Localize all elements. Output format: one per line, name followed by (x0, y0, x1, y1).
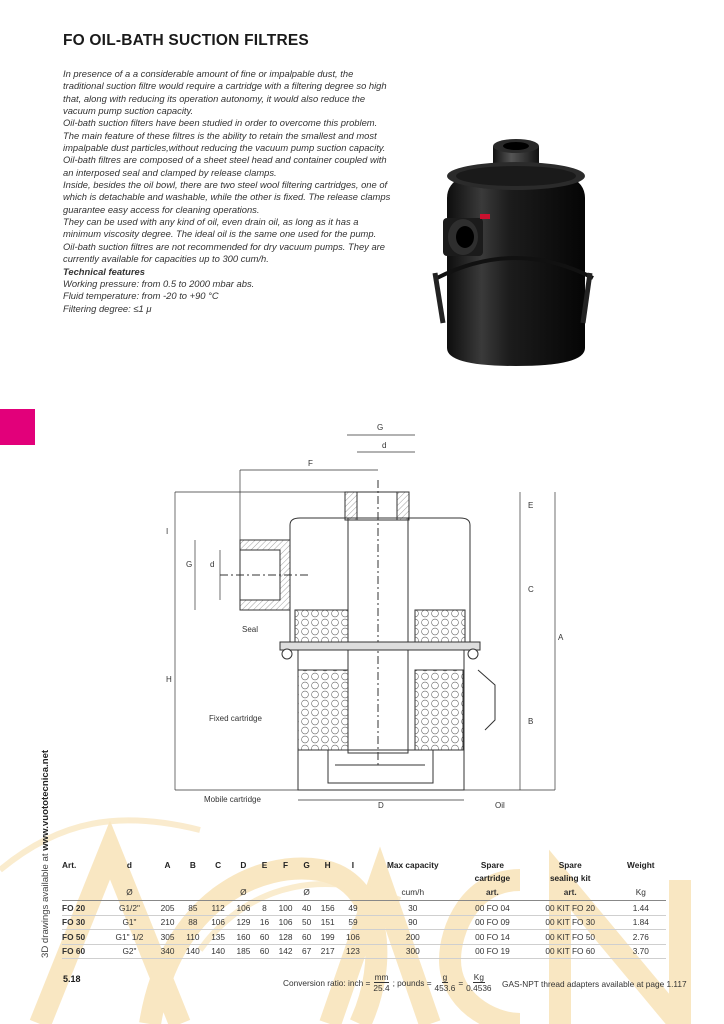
table-cell: 200 (366, 930, 460, 945)
table-row (62, 901, 666, 916)
table-cell: 00 FO 04 (460, 901, 525, 916)
table-cell: 106 (205, 915, 230, 930)
dim-d-bottom: D (378, 801, 384, 810)
tech-line: Working pressure: from 0.5 to 2000 mbar abs. (63, 277, 255, 289)
table-cell: 49 (340, 901, 365, 916)
unit-cell (273, 884, 298, 901)
table-cell: 129 (231, 915, 256, 930)
unit-cell (256, 884, 273, 901)
intro-paragraph: In presence of a a considerable amount of fine or impalpable dust, the traditional suction filtre would require a cartridge with a filtering degree so high that, along with reducing its operation autonomy, it would also reduce the vacuum pump suction capacity. (63, 68, 387, 117)
table-cell: 110 (180, 930, 205, 945)
table-row (62, 915, 666, 930)
table-cell: 40 (298, 901, 315, 916)
unit-cell: Ø (298, 884, 315, 901)
dim-i: I (166, 527, 169, 536)
table-cell: 142 (273, 944, 298, 959)
header-cell: B (189, 859, 196, 870)
fraction-numerator: Kg (473, 972, 484, 982)
header-cell: H (324, 859, 331, 870)
table-cell: 123 (340, 944, 365, 959)
table-cell: 90 (366, 915, 460, 930)
table-cell: 199 (315, 930, 340, 945)
table-cell: 140 (205, 944, 230, 959)
conversion-label: Conversion ratio: inch = (283, 977, 371, 988)
intro-paragraph: Oil-bath suction filters have been studied in order to overcome this problem. (63, 117, 378, 129)
table-cell: 60 (298, 930, 315, 945)
fraction-denominator: 25.4 (373, 983, 390, 993)
table-header-row (62, 858, 666, 871)
table-cell: 67 (298, 944, 315, 959)
header-cell: Weight (627, 859, 655, 870)
tech-line: Filtering degree: ≤1 μ (63, 302, 152, 314)
table-cell: FO 20 (62, 901, 104, 916)
header-cell: d (126, 859, 132, 870)
website-link[interactable]: www.vuototecnica.net (40, 749, 51, 851)
dim-d-top: d (382, 441, 387, 450)
gas-npt-note: GAS-NPT thread adapters available at page 1.117 (502, 979, 687, 989)
page-number: 5.18 (63, 974, 81, 984)
tech-line: Fluid temperature: from -20 to +90 °C (63, 290, 219, 302)
section-tab (0, 409, 35, 445)
table-cell: 00 FO 19 (460, 944, 525, 959)
spec-table (62, 858, 666, 959)
table-cell: 300 (366, 944, 460, 959)
header-cell: F (282, 859, 289, 870)
unit-cell: Ø (104, 884, 155, 901)
conversion-ratio (283, 972, 492, 993)
header-cell: Art. (62, 859, 77, 870)
table-cell: FO 30 (62, 915, 104, 930)
table-cell: 1.44 (616, 901, 666, 916)
table-cell: 2.76 (616, 930, 666, 945)
table-cell: 00 FO 14 (460, 930, 525, 945)
unit-cell: Kg (616, 884, 666, 901)
header-cell: cartridge (474, 872, 511, 883)
side-note (40, 750, 51, 958)
table-cell: 128 (273, 930, 298, 945)
conversion-pounds: ; pounds = (392, 977, 432, 988)
table-cell: 210 (155, 915, 180, 930)
fraction-denominator: 453.6 (434, 983, 456, 993)
conversion-equals: = (458, 977, 464, 988)
header-cell: G (303, 859, 310, 870)
table-cell: 140 (180, 944, 205, 959)
fraction-kg (466, 972, 491, 993)
table-cell: FO 60 (62, 944, 104, 959)
header-cell: A (164, 859, 171, 870)
header-cell: Spare (480, 859, 504, 870)
label-mobile-cartridge: Mobile cartridge (204, 795, 261, 804)
dim-d-side: d (210, 560, 215, 569)
header-cell: Max capacity (386, 859, 439, 870)
intro-paragraph: Oil-bath suction filtres are not recommended for dry vacuum pumps. They are currently available for capacities up to 300 cum/h. (63, 240, 386, 265)
table-cell: 88 (180, 915, 205, 930)
unit-cell: cum/h (366, 884, 460, 901)
dim-c: C (528, 585, 534, 594)
header-cell: sealing kit (549, 872, 591, 883)
table-cell: 106 (273, 915, 298, 930)
table-cell: 217 (315, 944, 340, 959)
label-oil: Oil (495, 801, 505, 810)
table-cell: G1/2" (104, 901, 155, 916)
table-cell: FO 50 (62, 930, 104, 945)
table-cell: 106 (340, 930, 365, 945)
table-cell: 205 (155, 901, 180, 916)
fraction-g (435, 972, 456, 993)
label-fixed-cartridge: Fixed cartridge (209, 714, 262, 723)
intro-paragraph: Inside, besides the oil bowl, there are two steel wool filtering cartridges, one of which is detachable and washable, while the other is fixed. The release clamps guarantee easy access for cleaning operations. (63, 179, 391, 215)
table-cell: G1" (104, 915, 155, 930)
table-cell: 156 (315, 901, 340, 916)
unit-cell (180, 884, 205, 901)
header-cell: I (351, 859, 355, 870)
table-cell: 85 (180, 901, 205, 916)
table-cell: 135 (205, 930, 230, 945)
table-cell: 30 (366, 901, 460, 916)
intro-paragraph: Oil-bath filtres are composed of a sheet steel head and container coupled with an interposed seal and clamped by release clamps. (63, 154, 387, 178)
description-text (63, 68, 393, 315)
header-cell: Spare (558, 859, 582, 870)
header-cell: C (215, 859, 222, 870)
table-cell: 00 KIT FO 20 (525, 901, 616, 916)
table-cell: 151 (315, 915, 340, 930)
table-units-row (62, 884, 666, 901)
table-cell: 60 (256, 944, 273, 959)
table-cell: G2" (104, 944, 155, 959)
table-cell: 305 (155, 930, 180, 945)
page-title: FO OIL-BATH SUCTION FILTRES (63, 32, 309, 49)
dim-h: H (166, 675, 172, 684)
unit-cell (62, 884, 104, 901)
table-cell: 00 KIT FO 50 (525, 930, 616, 945)
dim-e: E (528, 501, 534, 510)
table-cell: 3.70 (616, 944, 666, 959)
table-cell: 00 KIT FO 60 (525, 944, 616, 959)
table-cell: 112 (205, 901, 230, 916)
unit-cell (205, 884, 230, 901)
dim-f: F (308, 459, 313, 468)
table-cell: 185 (231, 944, 256, 959)
dim-a: A (558, 633, 564, 642)
side-note-prefix: 3D drawings available at (40, 850, 51, 958)
header-cell: E (261, 859, 268, 870)
unit-cell (315, 884, 340, 901)
technical-features-heading: Technical features (63, 265, 145, 277)
table-header-row-2 (62, 871, 666, 884)
unit-cell (155, 884, 180, 901)
fraction-mm (373, 972, 389, 993)
dim-g-top: G (377, 423, 384, 432)
table-cell: 160 (231, 930, 256, 945)
unit-cell (340, 884, 365, 901)
unit-cell: art. (460, 884, 525, 901)
intro-paragraph: The main feature of these filtres is the ability to retain the smallest and most impalpable dust particles,without reducing the vacuum pump suction capacity. (63, 129, 386, 154)
unit-cell: art. (525, 884, 616, 901)
table-cell: 50 (298, 915, 315, 930)
unit-cell: Ø (231, 884, 256, 901)
label-seal: Seal (242, 625, 259, 634)
table-row (62, 930, 666, 945)
table-cell: 340 (155, 944, 180, 959)
header-cell: D (240, 859, 247, 870)
dim-b: B (528, 717, 534, 726)
table-cell: 60 (256, 930, 273, 945)
table-cell: 100 (273, 901, 298, 916)
dim-g-side: G (186, 560, 193, 569)
table-cell: 00 FO 09 (460, 915, 525, 930)
technical-drawing (160, 420, 564, 820)
table-row (62, 944, 666, 959)
table-cell: 1.84 (616, 915, 666, 930)
intro-paragraph: They can be used with any kind of oil, even drain oil, as long as it has a minimum viscosity degree. The ideal oil is the same one used for the pump. (63, 216, 377, 240)
product-image (425, 138, 595, 373)
table-cell: 59 (340, 915, 365, 930)
table-cell: 8 (256, 901, 273, 916)
table-cell: G1" 1/2 (104, 930, 155, 945)
fraction-denominator: 0.4536 (466, 983, 492, 993)
fraction-numerator: g (442, 972, 448, 982)
table-cell: 16 (256, 915, 273, 930)
table-cell: 00 KIT FO 30 (525, 915, 616, 930)
table-cell: 106 (231, 901, 256, 916)
fraction-numerator: mm (374, 972, 389, 982)
